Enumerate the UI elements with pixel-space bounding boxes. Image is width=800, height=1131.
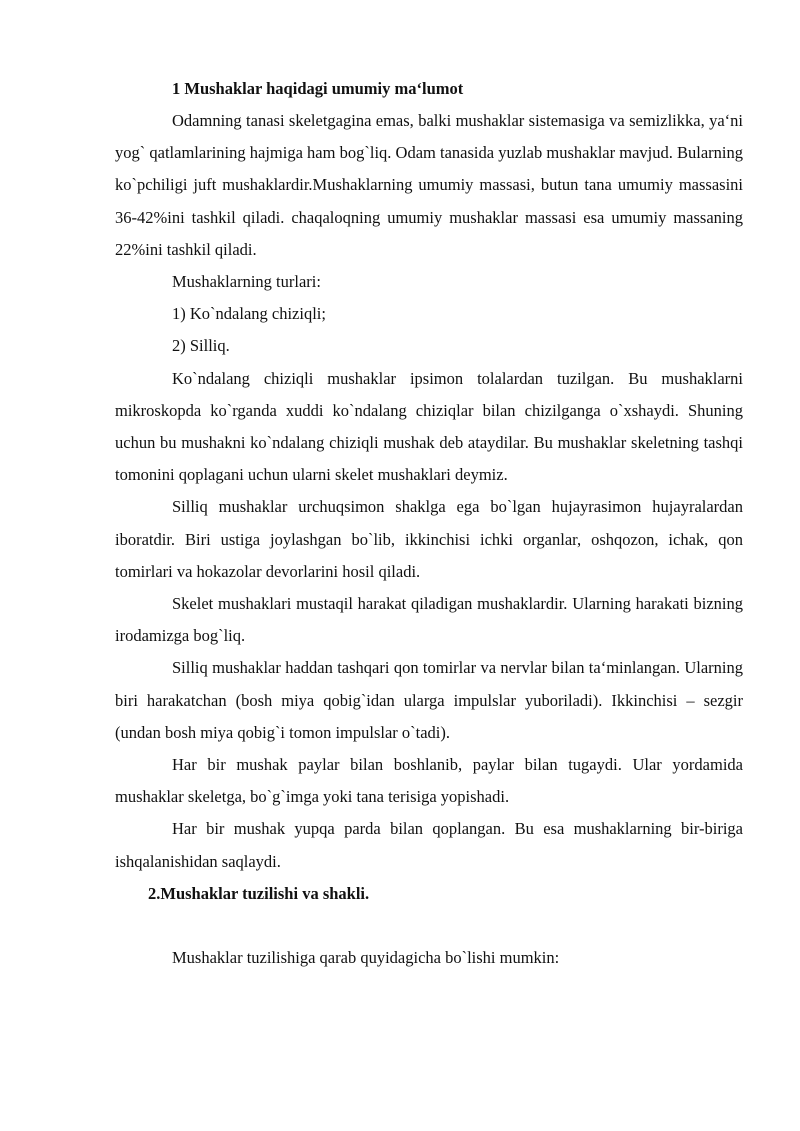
structure-paragraph: Mushaklar tuzilishiga qarab quyidagicha bo`lishi mumkin: [172, 947, 560, 967]
intro-paragraph: Odamning tanasi skeletgagina emas, balki mushaklar sistemasiga va semizlikka, ya‘ni yog` qatlamlarining hajmiga ham bog`liq. Odam tanasida yuzlab mushaklar mavjud. Bularning ko`pchiligi juft mushaklardir.Mushaklarning umumiy massasi, butun tana umumiy massasini 36-42%ini tashkil qiladi. chaqaloqning umumiy mushaklar massasi esa umumiy massaning 22%ini tashkil qiladi. [115, 111, 743, 259]
fascia-paragraph: Har bir mushak yupqa parda bilan qoplangan. Bu esa mushaklarning bir-biriga ishqalanishidan saqlaydi. [115, 819, 743, 871]
document-page [115, 73, 743, 974]
innervation-paragraph: Silliq mushaklar haddan tashqari qon tomirlar va nervlar bilan ta‘minlangan. Ularning biri harakatchan (bosh miya qobig`idan ularga impulslar yuboriladi). Ikkinchisi – sezgir (undan bosh miya qobig`i tomon impulslar o`tadi). [115, 658, 743, 742]
muscle-type-item: 1) Ko`ndalang chiziqli; [172, 304, 326, 324]
muscle-type-item: 2) Silliq. [172, 336, 230, 356]
muscle-types-intro: Mushaklarning turlari: [172, 272, 321, 292]
striated-muscle-paragraph: Ko`ndalang chiziqli mushaklar ipsimon tolalardan tuzilgan. Bu mushaklarni mikroskopda ko`rganda xuddi ko`ndalang chiziqlar bilan chizilganga o`xshaydi. Shuning uchun bu mushakni ko`ndalang chiziqli mushak deb ataydilar. Bu mushaklar skeletning tashqi tomonini qoplagani uchun ularni skelet mushaklari deymiz. [115, 368, 743, 485]
skeletal-muscle-paragraph: Skelet mushaklari mustaqil harakat qiladigan mushaklardir. Ularning harakati bizning irodamizga bog`liq. [115, 594, 743, 646]
section-2-title: 2.Mushaklar tuzilishi va shakli. [148, 883, 370, 903]
smooth-muscle-paragraph: Silliq mushaklar urchuqsimon shaklga ega bo`lgan hujayrasimon hujayralardan iboratdir. Biri ustiga joylashgan bo`lib, ikkinchisi ichki organlar, oshqozon, ichak, qon tomirlari va hokazolar devorlarini hosil qiladi. [115, 497, 743, 581]
tendon-paragraph: Har bir mushak paylar bilan boshlanib, paylar bilan tugaydi. Ular yordamida mushaklar skeletga, bo`g`imga yoki tana terisiga yopishadi. [115, 755, 743, 807]
section-1-title: 1 Mushaklar haqidagi umumiy ma‘lumot [172, 79, 464, 98]
blank-line [115, 910, 743, 942]
